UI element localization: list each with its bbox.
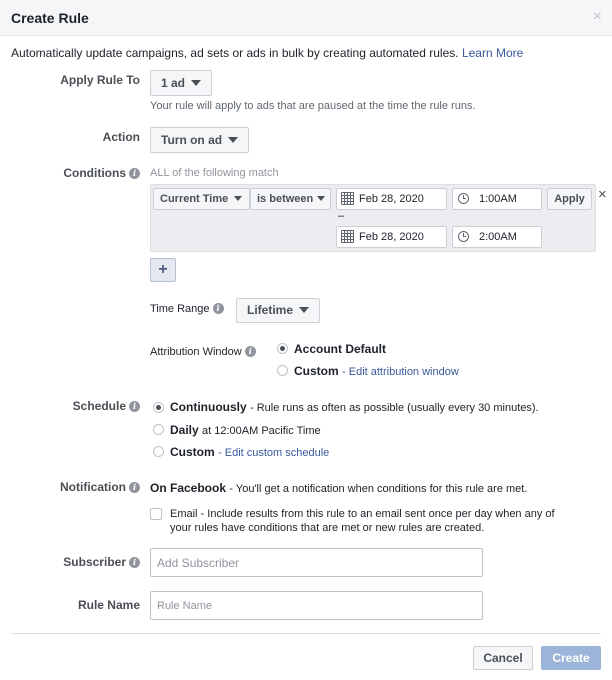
learn-more-link[interactable]: Learn More <box>461 46 524 60</box>
schedule-daily-radio[interactable] <box>153 424 164 435</box>
edit-attribution-window-link[interactable]: - Edit attribution window <box>342 366 459 378</box>
apply-rule-to-label: Apply Rule To <box>60 73 140 87</box>
notification-label: Notification i <box>0 480 140 494</box>
end-date-field[interactable] <box>336 226 447 248</box>
email-notification-text <box>170 507 555 535</box>
schedule-daily-label: Daily at 12:00AM Pacific Time <box>170 423 321 437</box>
schedule-daily-desc: at 12:00AM Pacific Time <box>202 425 321 437</box>
start-time-field[interactable] <box>452 188 542 210</box>
apply-rule-to-value: 1 ad <box>161 76 186 90</box>
cancel-button[interactable]: Cancel <box>473 646 533 670</box>
rule-name-label: Rule Name <box>77 598 140 612</box>
action-label: Action <box>102 130 140 144</box>
notification-facebook-desc: - You'll get a notification when conditions for this rule are met. <box>229 483 528 495</box>
apply-button[interactable]: Apply <box>547 188 592 210</box>
attribution-custom-label: Custom - Edit attribution window <box>294 364 459 378</box>
schedule-custom-radio[interactable] <box>153 446 164 457</box>
conditions-label: Conditions i <box>0 166 140 180</box>
email-notification-checkbox[interactable] <box>150 508 162 520</box>
attribution-account-default-label: Account Default <box>294 342 387 356</box>
email-notification-line2: your rules have conditions that are met or new rules are created. <box>170 522 485 534</box>
apply-rule-to-hint: Your rule will apply to ads that are paused at the time the rule runs. <box>150 100 476 112</box>
info-icon[interactable]: i <box>129 557 140 568</box>
chevron-down-icon <box>317 196 325 201</box>
attribution-custom-radio[interactable] <box>277 365 288 376</box>
intro-text <box>11 46 523 60</box>
clock-icon <box>458 193 469 204</box>
info-icon[interactable]: i <box>129 401 140 412</box>
rule-name-input[interactable] <box>150 591 483 620</box>
conditions-match-text: ALL of the following match <box>150 167 279 179</box>
action-value: Turn on ad <box>161 133 223 147</box>
dialog-header <box>0 0 612 36</box>
subscriber-label: Subscriber i <box>0 555 140 569</box>
info-icon[interactable]: i <box>129 482 140 493</box>
condition-row <box>150 184 596 252</box>
chevron-down-icon <box>299 307 309 313</box>
intro-description: Automatically update campaigns, ad sets or ads in bulk by creating automated rules. <box>11 46 459 60</box>
close-icon[interactable]: × <box>592 8 602 25</box>
time-range-label: Time Range i <box>150 303 224 315</box>
operator-value: is between <box>257 193 314 205</box>
start-date-value: Feb 28, 2020 <box>359 193 424 205</box>
schedule-continuously-desc: - Rule runs as often as possible (usually every 30 minutes). <box>250 402 539 414</box>
range-dash: – <box>338 210 345 222</box>
info-icon[interactable]: i <box>129 168 140 179</box>
metric-value: Current Time <box>160 193 229 205</box>
chevron-down-icon <box>234 196 242 201</box>
end-time-value: 2:00AM <box>479 231 517 243</box>
info-icon[interactable]: i <box>245 346 256 357</box>
attribution-account-default-radio[interactable] <box>277 343 288 354</box>
email-notification-line1: Email - Include results from this rule to an email sent once per day when any of <box>170 508 555 520</box>
start-time-value: 1:00AM <box>479 193 517 205</box>
subscriber-input[interactable] <box>150 548 483 577</box>
chevron-down-icon <box>228 137 238 143</box>
footer-divider <box>11 633 601 634</box>
schedule-continuously-radio[interactable] <box>153 402 164 413</box>
operator-dropdown[interactable] <box>250 188 331 210</box>
notification-facebook-text: On Facebook - You'll get a notification when conditions for this rule are met. <box>150 481 528 495</box>
create-button[interactable]: Create <box>541 646 601 670</box>
schedule-label: Schedule i <box>0 399 140 413</box>
time-range-value: Lifetime <box>247 303 294 317</box>
schedule-custom-label: Custom - Edit custom schedule <box>170 445 330 459</box>
attribution-window-label: Attribution Window i <box>150 346 256 358</box>
chevron-down-icon <box>191 80 201 86</box>
schedule-continuously-label: Continuously - Rule runs as often as possible (usually every 30 minutes). <box>170 400 539 414</box>
clock-icon <box>458 231 469 242</box>
start-date-field[interactable] <box>336 188 447 210</box>
action-dropdown[interactable] <box>150 127 249 153</box>
calendar-icon <box>341 230 354 243</box>
end-date-value: Feb 28, 2020 <box>359 231 424 243</box>
calendar-icon <box>341 192 354 205</box>
remove-condition-icon[interactable]: × <box>598 186 607 203</box>
end-time-field[interactable] <box>452 226 542 248</box>
info-icon[interactable]: i <box>213 303 224 314</box>
apply-rule-to-dropdown[interactable] <box>150 70 212 96</box>
edit-custom-schedule-link[interactable]: - Edit custom schedule <box>218 447 330 459</box>
dialog-title: Create Rule <box>11 10 89 26</box>
metric-dropdown[interactable] <box>153 188 250 210</box>
add-condition-button[interactable]: + <box>150 258 176 282</box>
time-range-dropdown[interactable] <box>236 298 320 323</box>
